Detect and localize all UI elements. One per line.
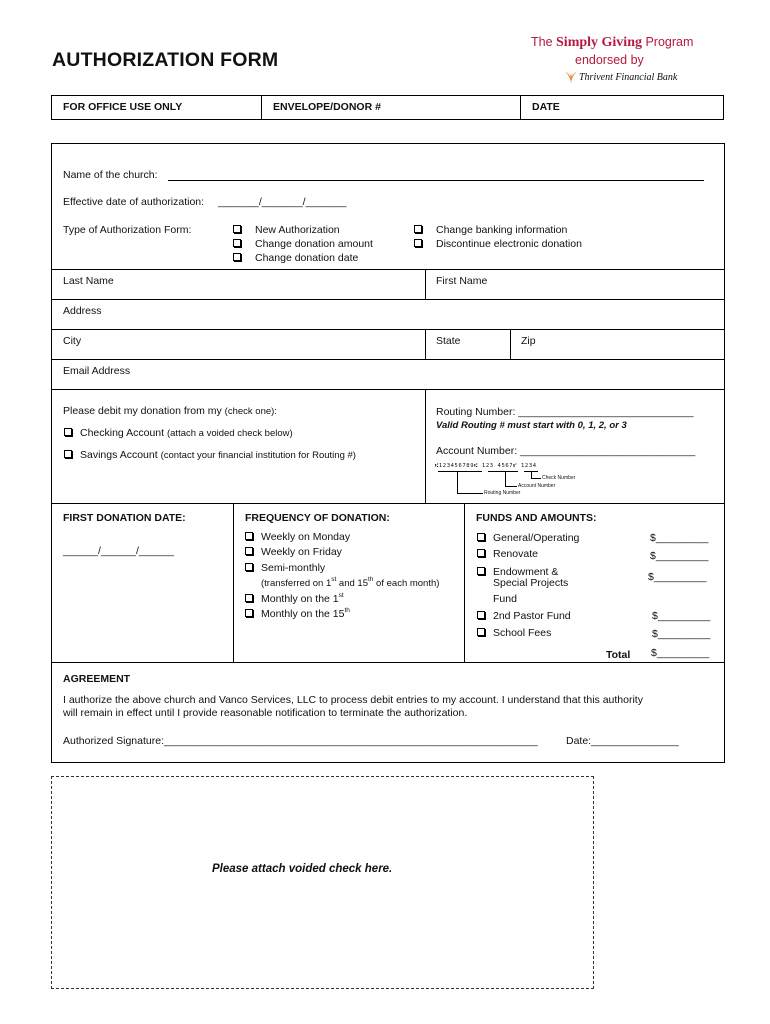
- voided-check-area[interactable]: [51, 776, 594, 989]
- routing-number-note: Valid Routing # must start with 0, 1, 2, or 3: [436, 420, 627, 431]
- checking-hint: (attach a voided check below): [166, 428, 293, 439]
- authorization-type-label: Type of Authorization Form:: [63, 224, 192, 236]
- fund-general-checkbox[interactable]: [477, 533, 485, 541]
- first-donation-date-field[interactable]: ______/______/______: [63, 545, 174, 557]
- agreement-text-1: I authorize the above church and Vanco Services, LLC to process debit entries to my account. I understand that this authority: [63, 694, 643, 706]
- checking-account-checkbox[interactable]: [64, 428, 72, 436]
- discontinue-label: Discontinue electronic donation: [436, 238, 582, 250]
- church-name-field[interactable]: [168, 180, 704, 181]
- address-field[interactable]: Address: [63, 305, 102, 317]
- fund-endowment-checkbox[interactable]: [477, 567, 485, 575]
- monthly-first-label: [261, 593, 344, 606]
- signature-field[interactable]: Authorized Signature:________________________________________________________________: [63, 735, 538, 747]
- semi-note-b: and 15: [336, 578, 368, 589]
- agreement-text-2: will remain in effect until I provide reasonable notification to terminate the authorization.: [63, 707, 468, 719]
- fund-school-checkbox[interactable]: [477, 628, 485, 636]
- savings-account-label: [80, 449, 356, 462]
- debit-hint: (check one):: [224, 406, 277, 417]
- total-amount[interactable]: $_________: [651, 647, 710, 659]
- fund-pastor-label: 2nd Pastor Fund: [493, 610, 571, 622]
- weekly-monday-label: Weekly on Monday: [261, 531, 351, 543]
- monthly-first-text: Monthly on the 1: [261, 593, 339, 605]
- funds-label: FUNDS AND AMOUNTS:: [476, 512, 597, 524]
- semi-monthly-checkbox[interactable]: [245, 563, 253, 571]
- effective-date-field[interactable]: _______/_______/_______: [218, 196, 347, 208]
- monthly-fifteenth-sup: th: [344, 607, 350, 614]
- change-amount-checkbox[interactable]: [233, 239, 241, 247]
- agreement-heading: AGREEMENT: [63, 673, 131, 685]
- church-name-label: Name of the church:: [63, 169, 158, 181]
- weekly-friday-checkbox[interactable]: [245, 547, 253, 555]
- logo-text-simply-giving: Simply Giving: [556, 35, 642, 50]
- fund-renovate-checkbox[interactable]: [477, 549, 485, 557]
- email-field[interactable]: Email Address: [63, 365, 131, 377]
- debit-instruction: [63, 405, 277, 418]
- fund-school-amount[interactable]: $_________: [652, 628, 711, 640]
- fund-pastor-amount[interactable]: $_________: [652, 610, 711, 622]
- diagram-digits: ⑆123456789⑆ 123 4567⑈ 1234: [435, 463, 537, 469]
- state-field[interactable]: State: [436, 335, 461, 347]
- change-banking-label: Change banking information: [436, 224, 568, 236]
- logo-text-program: Program: [641, 35, 694, 49]
- date-label: DATE: [532, 101, 560, 113]
- thrivent-logo-icon: [564, 69, 578, 85]
- savings-hint: (contact your financial institution for Routing #): [160, 450, 356, 461]
- last-name-field[interactable]: Last Name: [63, 275, 114, 287]
- fund-endowment-amount[interactable]: $_________: [648, 571, 707, 583]
- total-label: Total: [606, 649, 631, 661]
- fund-pastor-checkbox[interactable]: [477, 611, 485, 619]
- logo-line-program: [531, 35, 693, 51]
- new-authorization-label: New Authorization: [255, 224, 340, 236]
- fund-endowment-label-3: Fund: [493, 593, 517, 605]
- change-amount-label: Change donation amount: [255, 238, 373, 250]
- logo-line-bank: Thrivent Financial Bank: [579, 72, 678, 83]
- office-use-label: FOR OFFICE USE ONLY: [63, 101, 183, 113]
- debit-label: Please debit my donation from my: [63, 405, 222, 417]
- new-authorization-checkbox[interactable]: [233, 225, 241, 233]
- fund-renovate-amount[interactable]: $_________: [650, 550, 709, 562]
- savings-text: Savings Account: [80, 449, 158, 461]
- logo-line-endorsed: endorsed by: [575, 53, 644, 67]
- first-name-field[interactable]: First Name: [436, 275, 488, 287]
- checking-text: Checking Account: [80, 427, 165, 439]
- envelope-donor-label: ENVELOPE/DONOR #: [273, 101, 381, 113]
- program-logo: [520, 34, 725, 88]
- change-banking-checkbox[interactable]: [414, 225, 422, 233]
- monthly-fifteenth-label: [261, 608, 350, 621]
- fund-endowment-label-1: Endowment &: [493, 566, 559, 578]
- weekly-monday-checkbox[interactable]: [245, 532, 253, 540]
- monthly-first-checkbox[interactable]: [245, 594, 253, 602]
- zip-field[interactable]: Zip: [521, 335, 536, 347]
- diagram-check-number: Check Number: [542, 475, 576, 481]
- fund-endowment-label-2: Special Projects: [493, 577, 569, 589]
- semi-note-sup2: th: [368, 576, 374, 583]
- monthly-fifteenth-text: Monthly on the 15: [261, 608, 345, 620]
- semi-note-sup1: st: [331, 576, 337, 583]
- semi-monthly-note: [261, 578, 439, 590]
- checking-account-label: [80, 427, 293, 440]
- form-title: AUTHORIZATION FORM: [52, 49, 279, 71]
- voided-check-instruction: Please attach voided check here.: [212, 863, 393, 875]
- semi-note-c: of each month): [373, 578, 440, 589]
- change-date-checkbox[interactable]: [233, 253, 241, 261]
- fund-general-amount[interactable]: $_________: [650, 532, 709, 544]
- discontinue-checkbox[interactable]: [414, 239, 422, 247]
- city-field[interactable]: City: [63, 335, 82, 347]
- fund-general-label: General/Operating: [493, 532, 580, 544]
- diagram-routing-number: Routing Number: [484, 490, 521, 496]
- fund-renovate-label: Renovate: [493, 548, 538, 560]
- monthly-first-sup: st: [338, 592, 344, 599]
- check-numbers-diagram: [435, 463, 575, 499]
- semi-monthly-label: Semi-monthly: [261, 562, 326, 574]
- effective-date-label: Effective date of authorization:: [63, 196, 205, 208]
- account-number-field[interactable]: Account Number: ______________________________: [436, 445, 696, 457]
- weekly-friday-label: Weekly on Friday: [261, 546, 342, 558]
- semi-note-a: (transferred on 1: [261, 578, 332, 589]
- fund-school-label: School Fees: [493, 627, 552, 639]
- routing-number-field[interactable]: Routing Number: ______________________________: [436, 406, 694, 418]
- first-donation-date-label: FIRST DONATION DATE:: [63, 512, 186, 524]
- logo-text-the: The: [531, 35, 557, 49]
- diagram-account-number: Account Number: [518, 483, 556, 489]
- frequency-label: FREQUENCY OF DONATION:: [245, 512, 390, 524]
- savings-account-checkbox[interactable]: [64, 450, 72, 458]
- change-date-label: Change donation date: [255, 252, 359, 264]
- signature-date-field[interactable]: Date:_______________: [566, 735, 679, 747]
- monthly-fifteenth-checkbox[interactable]: [245, 609, 253, 617]
